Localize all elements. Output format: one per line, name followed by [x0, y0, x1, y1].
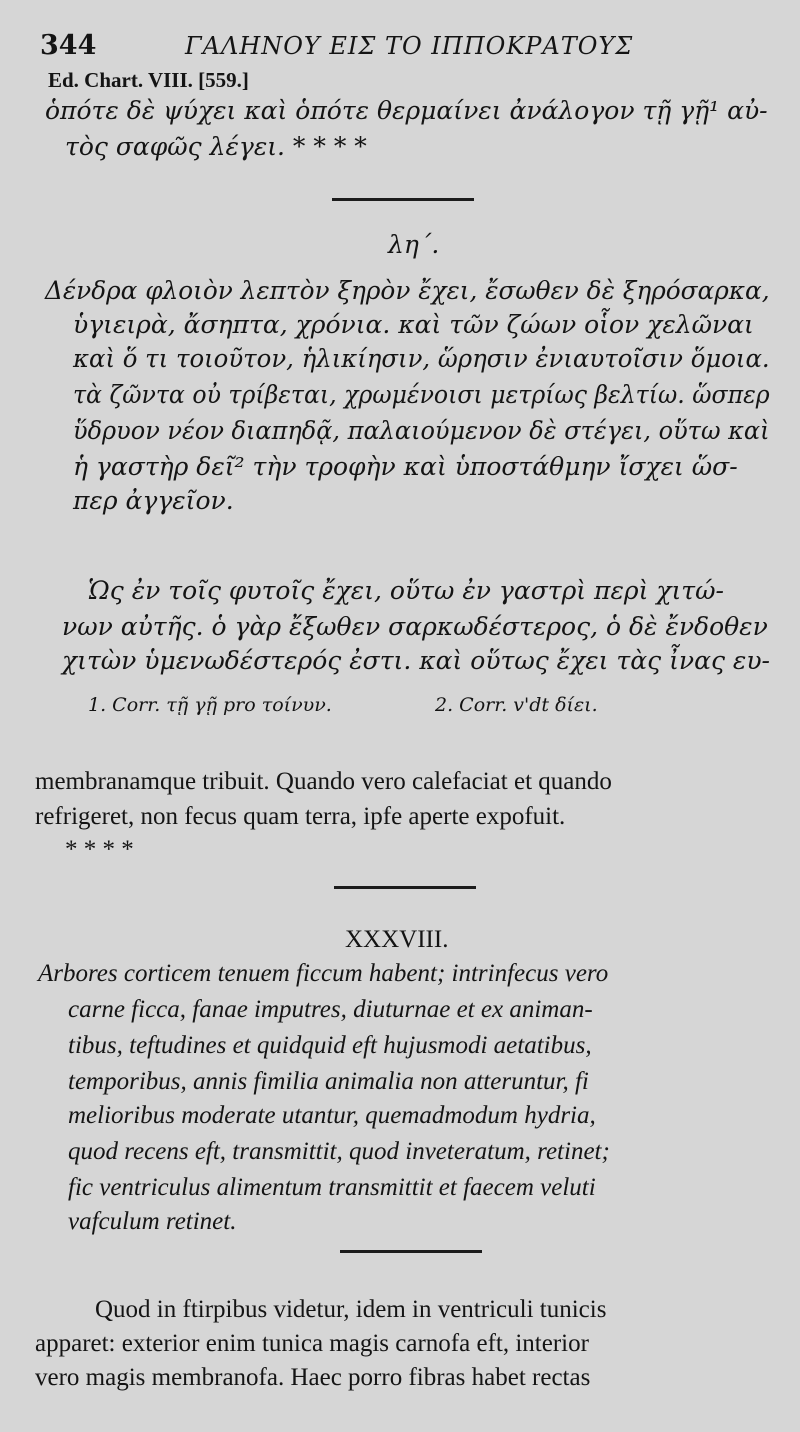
greek-text-line: Δένδρα φλοιὸν λεπτὸν ξηρὸν ἔχει, ἔσωθεν δὲ ξηρόσαρκα,: [45, 276, 770, 305]
latin-text-line: refrigeret, non fecus quam terra, ipfe aperte expofuit.: [35, 803, 566, 830]
latin-text-line: carne ficca, fanae imputres, diuturnae et ex animan-: [68, 996, 593, 1023]
greek-text-line: ὕδρυον νέον διαπηδᾷ, παλαιούμενον δὲ στέγει, οὕτω καὶ: [73, 416, 770, 445]
latin-text-line: fic ventriculus alimentum transmittit et faecem veluti: [68, 1174, 596, 1201]
section-divider: [332, 198, 474, 201]
latin-section-number: XXXVIII.: [345, 926, 449, 953]
latin-text-line: apparet: exterior enim tunica magis carnofa eft, interior: [35, 1330, 589, 1357]
latin-text-line: Arbores corticem tenuem ficcum habent; intrinfecus vero: [38, 960, 609, 987]
greek-text-line: τὸς σαφῶς λέγει. * * * *: [65, 132, 367, 161]
latin-text-line: vafculum retinet.: [68, 1208, 237, 1235]
greek-text-line: καὶ ὅ τι τοιοῦτον, ἡλικίησιν, ὥρησιν ἐνιαυτοῖσιν ὅμοια.: [73, 344, 770, 373]
greek-text-line: ὑγιειρὰ, ἄσηπτα, χρόνια. καὶ τῶν ζώων οἷον χελῶναι: [73, 310, 754, 339]
ornament-stars: * * * *: [65, 836, 134, 863]
edition-reference: Ed. Chart. VIII. [559.]: [48, 68, 249, 92]
section-divider: [334, 886, 476, 889]
latin-text-line: vero magis membranofa. Haec porro fibras habet rectas: [35, 1364, 591, 1391]
latin-text-line: membranamque tribuit. Quando vero calefaciat et quando: [35, 768, 612, 795]
greek-text-line: ὁπότε δὲ ψύχει καὶ ὁπότε θερμαίνει ἀνάλογον τῇ γῇ¹ αὐ-: [45, 96, 768, 125]
section-divider: [340, 1250, 482, 1253]
greek-text-line: χιτὼν ὑμενωδέστερός ἐστι. καὶ οὕτως ἔχει τὰς ἶνας ευ-: [62, 646, 770, 675]
greek-text-line: τὰ ζῶντα οὐ τρίβεται, χρωμένοισι μετρίως βελτίω. ὥσπερ: [73, 380, 770, 409]
latin-text-line: temporibus, annis fimilia animalia non atteruntur, fi: [68, 1068, 589, 1095]
greek-text-line: περ ἀγγεῖον.: [73, 486, 234, 515]
latin-text-line: Quod in ftirpibus videtur, idem in ventriculi tunicis: [95, 1296, 607, 1323]
running-title: ΓΑΛΗΝΟΥ ΕΙΣ ΤΟ ΙΠΠΟΚΡΑΤΟΥΣ: [185, 32, 634, 60]
greek-text-line: Ὡς ἐν τοῖς φυτοῖς ἔχει, οὕτω ἐν γαστρὶ περὶ χιτώ-: [88, 576, 724, 605]
latin-text-line: melioribus moderate utantur, quemadmodum hydria,: [68, 1102, 596, 1129]
latin-text-line: tibus, teftudines et quidquid eft hujusmodi aetatibus,: [68, 1032, 592, 1059]
latin-text-line: quod recens eft, transmittit, quod inveteratum, retinet;: [68, 1138, 610, 1165]
greek-section-number: λη΄.: [388, 230, 440, 259]
footnote: 2. Corr. v'dt δίει.: [435, 694, 598, 716]
footnote: 1. Corr. τῇ γῇ pro τοίνυν.: [88, 694, 332, 716]
greek-text-line: ἡ γαστὴρ δεῖ² τὴν τροφὴν καὶ ὑποστάθμην ἴσχει ὥσ-: [73, 452, 738, 481]
page-number: 344: [40, 30, 97, 61]
greek-text-line: νων αὐτῆς. ὁ γὰρ ἔξωθεν σαρκωδέστερος, ὁ δὲ ἔνδοθεν: [62, 612, 768, 641]
